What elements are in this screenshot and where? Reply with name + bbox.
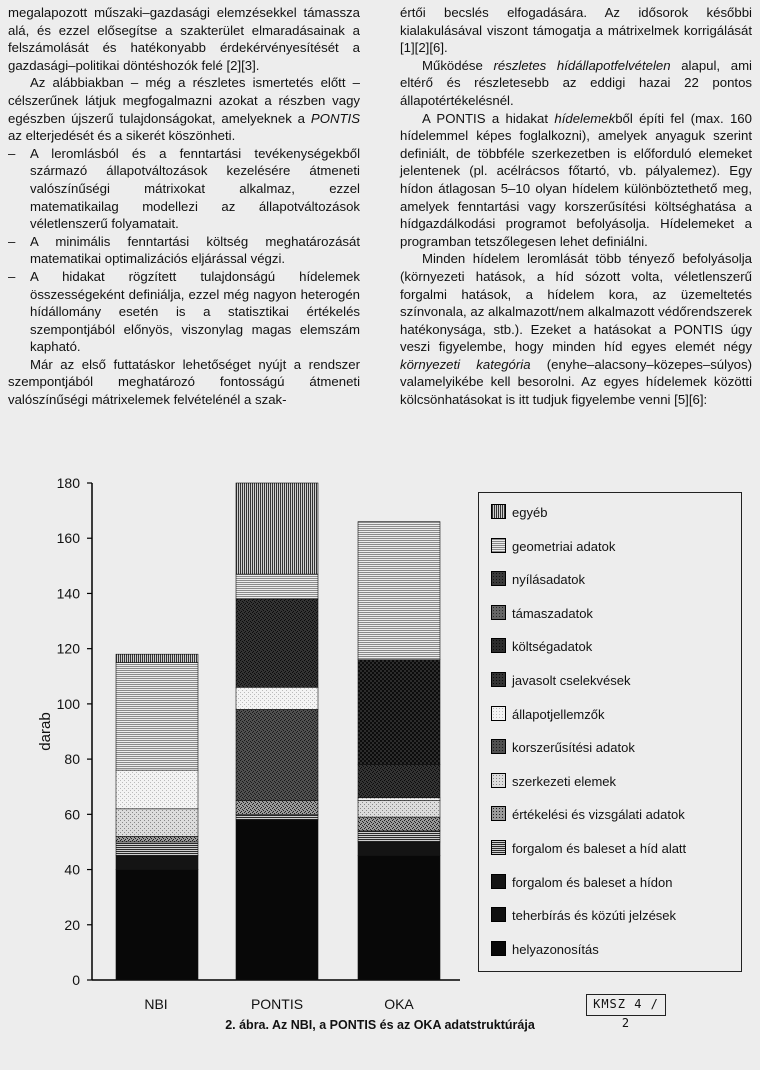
y-tick-label: 0 [72, 972, 80, 988]
bar-segment [358, 660, 440, 765]
left-paragraph-1: megalapozott műszaki–gazdasági elemzésekkel támassza alá, és ezzel elősegítse a szakterület elmaradásainak a felszámolását és hatékonyabb érdekérvényesítését a gazdasági–politikai döntéshozók felé [2][3]. [8, 5, 360, 73]
bullet-item: – A minimális fenntartási költség meghatározását matematikai optimalizációs eljárással végzi. [8, 233, 360, 267]
right-paragraph-3: A PONTIS a hidakat hídelemekből építi fel (max. 160 hídelemmel képes foglalkozni), amelyek anyaguk szerint definiált, de többféle szerkezetben is előforduló elemeket jelentenek (pl. acélrácsos főtartó, vb. pályalemez). Egy hídon átlagosan 5–10 olyan hídelem különböztethető meg, amelyek fenntartási vagy korszerűsítési költséghatása a hídgazdálkodási programot befolyásolja. Hídelemeket a programban tetszőlegesen lehet definiálni. [400, 110, 752, 249]
y-tick-label: 160 [56, 530, 80, 547]
bar-segment [236, 814, 318, 820]
bullet-item: – A leromlásból és a fenntartási tevékenységekből származó állapotváltozások kezelésére átmeneti valószínűségi mátrixokat alkalmaz, ezzel matematikailag modellezi az állapotváltozások véletlenszerű folyamatait. [8, 145, 360, 232]
legend-swatch [491, 538, 506, 553]
legend-item [491, 839, 686, 859]
legend-swatch [491, 773, 506, 788]
legend-swatch [491, 941, 506, 956]
right-text-column [400, 4, 752, 409]
legend-swatch [491, 874, 506, 889]
legend-item [491, 940, 599, 960]
legend-item [491, 503, 547, 523]
legend-item [491, 570, 585, 590]
chart-legend [478, 492, 742, 972]
legend-item [491, 805, 685, 825]
bar-segment [236, 483, 318, 574]
legend-item [491, 772, 616, 792]
bar-segment [116, 836, 198, 842]
bar-segment [358, 842, 440, 856]
legend-label: geometriai adatok [512, 538, 616, 554]
legend-swatch [491, 907, 506, 922]
bar-segment [236, 709, 318, 800]
y-tick-label: 40 [64, 861, 80, 878]
legend-item [491, 537, 615, 557]
bar-segment [236, 574, 318, 599]
y-tick-label: 80 [64, 751, 80, 768]
legend-label: költségadatok [512, 639, 593, 655]
legend-label: forgalom és baleset a híd alatt [512, 841, 687, 856]
bullet-item: – A hidakat rögzített tulajdonságú hídelemek összességeként definiálja, ezzel még nagyon heterogén hídállomány esetén is a statisztikai értékelés szempontjából előnyös, viszonylag magas elemszám kapható. [8, 268, 360, 355]
left-text-column [8, 4, 360, 409]
y-axis-label: darab [37, 712, 54, 751]
legend-swatch [491, 706, 506, 721]
legend-label: teherbírás és közúti jelzések [512, 908, 677, 924]
legend-label: szerkezeti elemek [512, 773, 617, 789]
bar-segment [116, 770, 198, 809]
bar-segment [236, 820, 318, 980]
legend-label: állapotjellemzők [512, 706, 605, 722]
x-tick-label: PONTIS [250, 996, 304, 1012]
bar-segment [116, 809, 198, 837]
legend-item [491, 738, 635, 758]
legend-item [491, 604, 593, 624]
right-paragraph-4: Minden hídelem leromlását több tényező befolyásolja (környezeti hatások, a híd sózott volta, véletlenszerű forgalmi hatások, a hídelem kora, az üzemeltetés színvonala, az alkalmazott/nem alkalmazott védőrendszerek hatékonysága, stb.). Ezeket a hatásokat a PONTIS úgy veszi figyelembe, hogy minden híd egyes elemét négy környezeti kategória (enyhe–alacsony–közepes–súlyos) valamelyikébe kell besorolni. Az egyes hídelemek közötti kölcsönhatásokat is itt tudjuk figyelembe venni [5][6]: [400, 251, 752, 408]
legend-label: javasolt cselekvések [512, 673, 631, 688]
legend-item [491, 637, 592, 657]
legend-swatch [491, 739, 506, 754]
bar-segment [116, 856, 198, 870]
y-tick-label: 60 [64, 806, 80, 823]
legend-label: támaszadatok [512, 605, 593, 621]
legend-swatch [491, 638, 506, 653]
legend-swatch [491, 672, 506, 687]
left-paragraph-3: Már az első futtatáskor lehetőséget nyújt a rendszer szempontjából meghatározó fontosságú átmeneti valószínűségi mátrixelemek felvételénél a szak- [8, 356, 360, 408]
y-tick-label: 120 [56, 640, 80, 657]
legend-label: forgalom és baleset a hídon [512, 874, 673, 890]
right-paragraph-1: értői becslés elfogadására. Az idősorok későbbi kialakulásával viszont támogatja a mátrixelmek korrigálását [1][2][6]. [400, 5, 752, 56]
bar-segment [116, 870, 198, 980]
legend-item [491, 906, 676, 926]
bar-segment [358, 856, 440, 980]
y-tick-label: 180 [56, 475, 80, 491]
bar-segment [358, 831, 440, 842]
legend-item [491, 705, 605, 725]
legend-label: korszerűsítési adatok [512, 740, 635, 756]
legend-label: értékelési és vizsgálati adatok [512, 807, 685, 823]
bar-segment [358, 801, 440, 818]
x-tick-label: NBI [144, 996, 168, 1012]
legend-item [491, 671, 631, 691]
bar-segment [236, 599, 318, 687]
y-tick-label: 100 [56, 695, 80, 712]
bar-segment [116, 662, 198, 770]
legend-swatch [491, 571, 506, 586]
legend-swatch [491, 605, 506, 620]
legend-label: helyazonosítás [512, 941, 599, 957]
x-tick-label: OKA [384, 996, 414, 1012]
right-paragraph-2: Működése részletes hídállapotfelvételen alapul, ami eltérő és részletesebb az eddigi hazai 22 pontos állapotértékelésnél. [400, 57, 752, 108]
legend-swatch [491, 806, 506, 821]
legend-label: egyéb [512, 505, 548, 520]
legend-item [491, 873, 672, 893]
bar-segment [358, 817, 440, 831]
legend-swatch [491, 840, 506, 855]
legend-swatch [491, 504, 506, 519]
bar-segment [236, 801, 318, 815]
y-tick-label: 140 [56, 585, 80, 602]
bar-segment [358, 765, 440, 798]
y-tick-label: 20 [64, 916, 80, 933]
bar-segment [358, 522, 440, 660]
bar-segment [116, 654, 198, 662]
bar-segment [358, 798, 440, 801]
left-paragraph-2: Az alábbiakban – még a részletes ismertetés előtt – célszerűnek látjuk megfogalmazni azokat a részben vagy egészben újszerű tulajdonságokat, amelyeknek a PONTIS az elterjedését és a sikerét köszönheti. [8, 75, 360, 144]
bar-segment [116, 842, 198, 856]
figure-stamp: KMSZ 4 / 2 [586, 994, 666, 1016]
legend-label: nyílásadatok [512, 572, 585, 588]
figure-caption: 2. ábra. Az NBI, a PONTIS és az OKA adatstruktúrája [225, 1018, 535, 1032]
bar-segment [236, 687, 318, 709]
